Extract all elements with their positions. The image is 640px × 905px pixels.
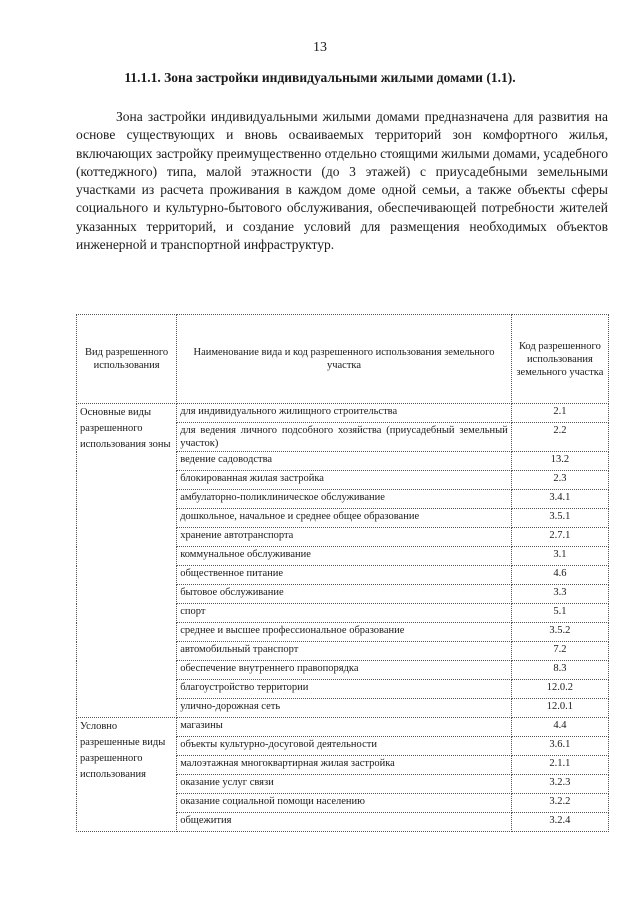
use-code: 13.2 [511,452,608,471]
table-row [77,404,609,423]
header-kind: Вид разрешенного использования [77,315,177,404]
use-name: магазины [177,718,512,737]
use-name: малоэтажная многоквартирная жилая застройка [177,756,512,775]
use-code: 12.0.1 [511,699,608,718]
table-header-row [77,315,609,404]
table-body [77,404,609,832]
header-code: Код разрешенного использования земельного участка [511,315,608,404]
use-name: общественное питание [177,566,512,585]
table-row [77,718,609,737]
group-label: Основные виды разрешенного использования зоны [77,404,177,718]
header-name: Наименование вида и код разрешенного использования земельного участка [177,315,512,404]
use-name: автомобильный транспорт [177,642,512,661]
page-number: 13 [313,40,327,55]
use-code: 2.3 [511,471,608,490]
use-code: 7.2 [511,642,608,661]
use-code: 3.2.2 [511,794,608,813]
use-code: 3.6.1 [511,737,608,756]
use-name: ведение садоводства [177,452,512,471]
use-code: 2.2 [511,423,608,452]
use-code: 3.1 [511,547,608,566]
use-code: 5.1 [511,604,608,623]
use-code: 3.2.4 [511,813,608,832]
section-heading: 11.1.1. Зона застройки индивидуальными жилыми домами (1.1). [124,70,516,85]
use-code: 12.0.2 [511,680,608,699]
use-code: 3.2.3 [511,775,608,794]
use-code: 2.1.1 [511,756,608,775]
use-name: среднее и высшее профессиональное образование [177,623,512,642]
use-name: для ведения личного подсобного хозяйства (приусадебный земельный участок) [177,423,512,452]
use-code: 3.3 [511,585,608,604]
use-name: хранение автотранспорта [177,528,512,547]
use-name: благоустройство территории [177,680,512,699]
use-code: 3.4.1 [511,490,608,509]
use-code: 3.5.2 [511,623,608,642]
use-code: 8.3 [511,661,608,680]
use-name: спорт [177,604,512,623]
use-name: блокированная жилая застройка [177,471,512,490]
use-name: амбулаторно-поликлиническое обслуживание [177,490,512,509]
group-label: Условно разрешенные виды разрешенного использования [77,718,177,832]
use-name: общежития [177,813,512,832]
use-code: 3.5.1 [511,509,608,528]
use-name: улично-дорожная сеть [177,699,512,718]
use-code: 2.1 [511,404,608,423]
land-use-table [76,314,609,832]
use-code: 4.6 [511,566,608,585]
use-name: объекты культурно-досуговой деятельности [177,737,512,756]
intro-paragraph: Зона застройки индивидуальными жилыми домами предназначена для развития на основе существующих и вновь осваиваемых территорий зон комфортного жилья, включающих застройку преимущественно отдельно стоящими жилыми домами, усадебного (коттеджного) типа, малой этажности (до 3 этажей) с приусадебными земельными участками из расчета проживания в каждом доме одной семьи, а также объекты сферы социального и культурно-бытового обслуживания, обеспечивающей потребности жителей указанных территорий, и создание условий для размещения необходимых объектов инженерной и транспортной инфраструктур. [76,109,608,253]
use-name: бытовое обслуживание [177,585,512,604]
use-name: оказание услуг связи [177,775,512,794]
use-code: 4.4 [511,718,608,737]
use-code: 2.7.1 [511,528,608,547]
use-name: обеспечение внутреннего правопорядка [177,661,512,680]
use-name: оказание социальной помощи населению [177,794,512,813]
use-name: для индивидуального жилищного строительства [177,404,512,423]
use-name: дошкольное, начальное и среднее общее образование [177,509,512,528]
use-name: коммунальное обслуживание [177,547,512,566]
